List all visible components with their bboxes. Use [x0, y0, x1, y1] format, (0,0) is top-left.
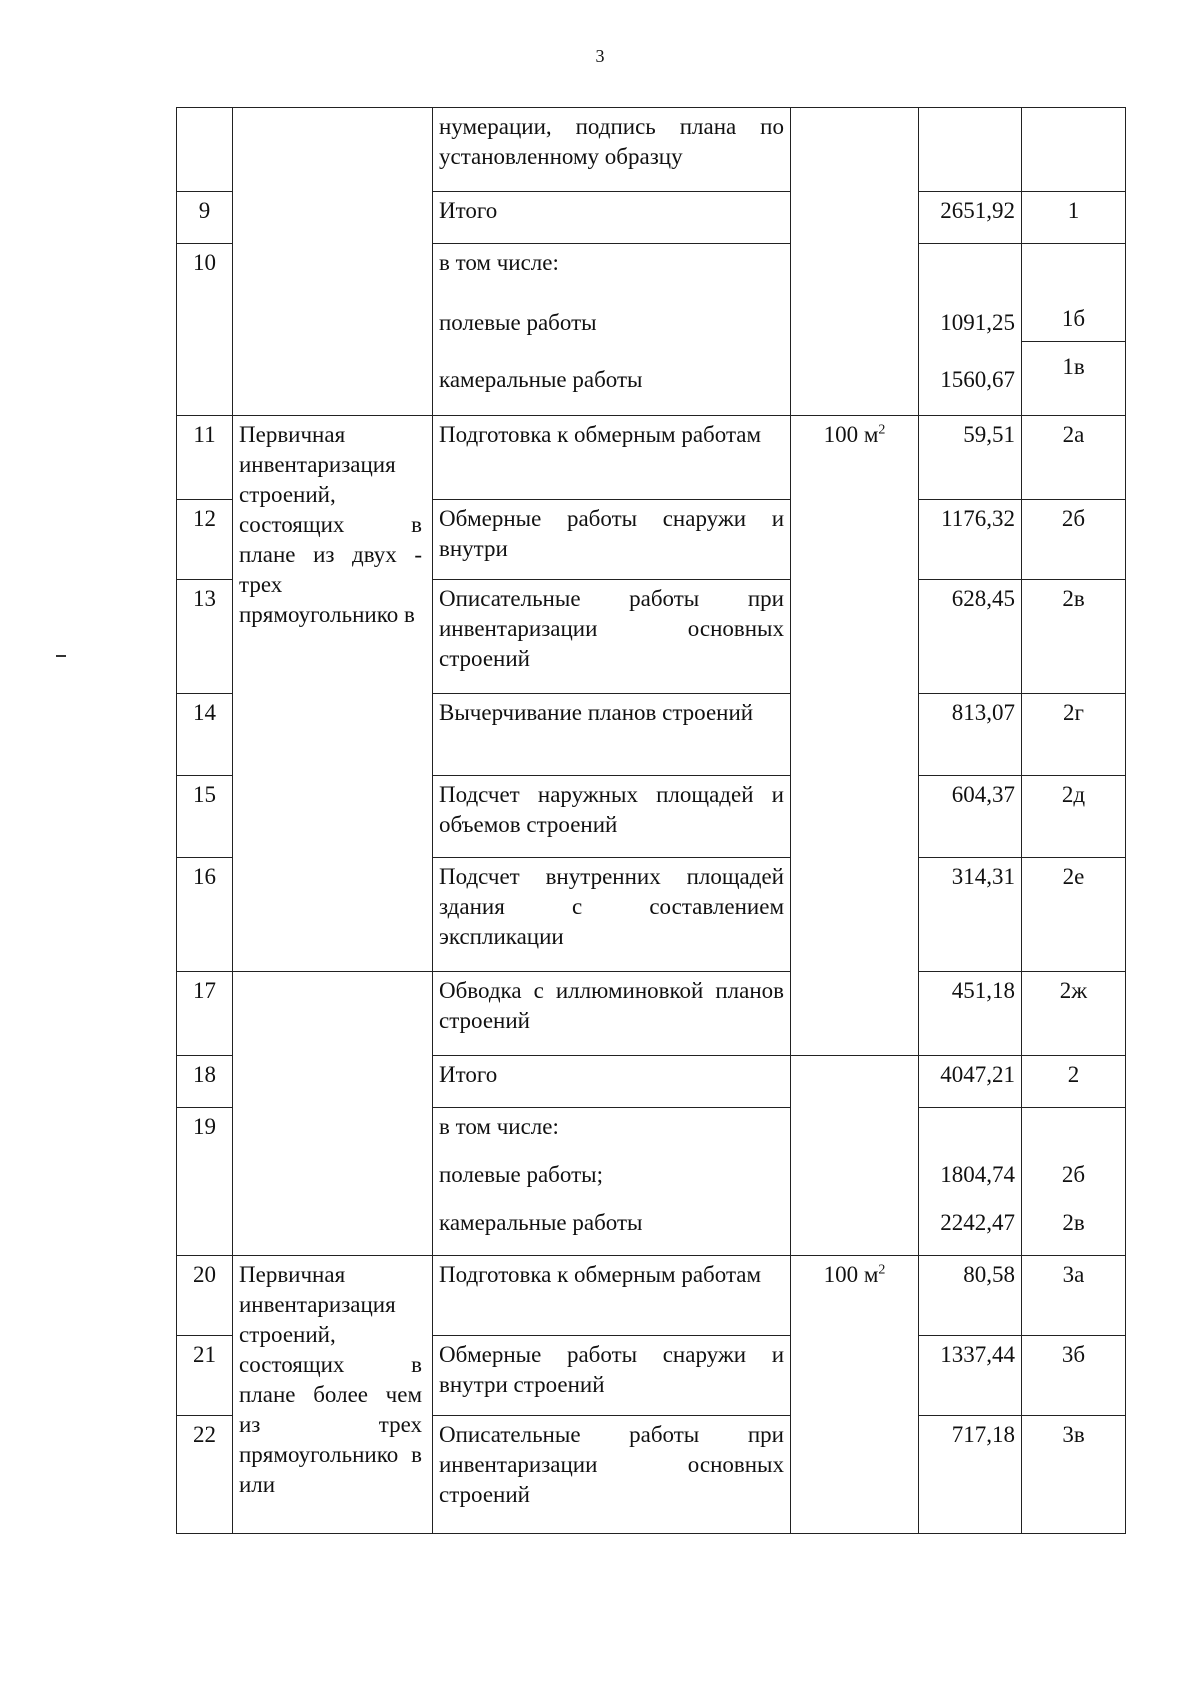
work-name [433, 244, 791, 416]
sub-item-value: 1804,74 [940, 1162, 1015, 1187]
work-name: Подсчет наружных площадей и объемов строений [433, 776, 791, 858]
row-number: 15 [177, 776, 233, 858]
price-value: 80,58 [919, 1256, 1022, 1336]
code-value: 2ж [1022, 972, 1126, 1056]
row-number: 19 [177, 1108, 233, 1256]
price-value: 1176,32 [919, 500, 1022, 580]
sub-item-name: полевые работы [439, 310, 597, 335]
unit-cell [791, 416, 919, 1056]
price-value [919, 244, 1022, 416]
code-value: 1 [1022, 192, 1126, 244]
work-name: Обмерные работы снаружи и внутри строений [433, 1336, 791, 1416]
price-value: 59,51 [919, 416, 1022, 500]
work-name: нумерации, подпись плана по установленному образцу [433, 108, 791, 192]
code-value: 2 [1022, 1056, 1126, 1108]
code-value [1022, 1108, 1126, 1256]
unit-cell [791, 1056, 919, 1256]
work-name: Обводка с иллюминовкой планов строений [433, 972, 791, 1056]
code-value: 3б [1022, 1336, 1126, 1416]
group-cell [233, 972, 433, 1256]
row-number: 16 [177, 858, 233, 972]
row-number: 10 [177, 244, 233, 416]
price-value: 4047,21 [919, 1056, 1022, 1108]
table-row [177, 972, 1126, 1056]
row-number [177, 108, 233, 192]
unit-superscript: 2 [878, 422, 886, 438]
sub-item-value: 2242,47 [940, 1210, 1015, 1235]
sub-item-name: камеральные работы [439, 1210, 643, 1235]
unit-label: 100 м [823, 422, 879, 447]
group-label: Первичная инвентаризация строений, состоящих в плане из двух - трех прямоугольнико в [233, 416, 433, 972]
code-value: 2а [1022, 416, 1126, 500]
price-value: 2651,92 [919, 192, 1022, 244]
price-value: 717,18 [919, 1416, 1022, 1534]
code-value: 2д [1022, 776, 1126, 858]
code-value: 2б [1022, 500, 1126, 580]
sub-item-name: полевые работы; [439, 1162, 603, 1187]
subtotal-label: в том числе: [439, 250, 559, 275]
sub-item-name: камеральные работы [439, 367, 643, 392]
row-number: 12 [177, 500, 233, 580]
tariff-table [176, 107, 1126, 1534]
sub-item-value: 1091,25 [940, 310, 1015, 335]
code-value: 2в [1022, 580, 1126, 694]
row-number: 11 [177, 416, 233, 500]
price-value [919, 108, 1022, 192]
sub-item-value: 1560,67 [940, 367, 1015, 392]
work-name [433, 1108, 791, 1256]
work-name: Итого [433, 1056, 791, 1108]
row-number: 18 [177, 1056, 233, 1108]
unit-cell [791, 1256, 919, 1534]
row-number: 14 [177, 694, 233, 776]
code-value [1022, 244, 1126, 416]
row-number: 22 [177, 1416, 233, 1534]
code-value: 2е [1022, 858, 1126, 972]
group-cell [233, 108, 433, 416]
page-number: 3 [595, 46, 605, 66]
work-name: Подсчет внутренних площадей здания с составлением экспликации [433, 858, 791, 972]
row-number: 9 [177, 192, 233, 244]
work-name: Вычерчивание планов строений [433, 694, 791, 776]
row-number: 21 [177, 1336, 233, 1416]
sub-item-code: 1б [1022, 244, 1125, 342]
row-number: 17 [177, 972, 233, 1056]
price-value: 813,07 [919, 694, 1022, 776]
price-value: 628,45 [919, 580, 1022, 694]
code-value: 3а [1022, 1256, 1126, 1336]
sub-item-code: 2в [1062, 1210, 1085, 1235]
unit-label: 100 м [823, 1262, 879, 1287]
work-name: Описательные работы при инвентаризации основных строений [433, 580, 791, 694]
margin-mark [56, 655, 66, 657]
sub-item-code: 2б [1061, 1162, 1086, 1187]
table-row [177, 1256, 1126, 1336]
row-number: 13 [177, 580, 233, 694]
work-name: Итого [433, 192, 791, 244]
group-label: Первичная инвентаризация строений, состоящих в плане более чем из трех прямоугольнико в или [233, 1256, 433, 1534]
unit-superscript: 2 [878, 1262, 886, 1278]
work-name: Подготовка к обмерным работам [433, 416, 791, 500]
subtotal-label: в том числе: [439, 1114, 559, 1139]
work-name: Обмерные работы снаружи и внутри [433, 500, 791, 580]
sub-item-code: 1в [1062, 354, 1085, 379]
row-number: 20 [177, 1256, 233, 1336]
price-value [919, 1108, 1022, 1256]
work-name: Подготовка к обмерным работам [433, 1256, 791, 1336]
code-value: 2г [1022, 694, 1126, 776]
table-row [177, 108, 1126, 192]
price-value: 451,18 [919, 972, 1022, 1056]
price-value: 1337,44 [919, 1336, 1022, 1416]
code-value: 3в [1022, 1416, 1126, 1534]
work-name: Описательные работы при инвентаризации основных строений [433, 1416, 791, 1534]
table-row [177, 416, 1126, 500]
price-value: 604,37 [919, 776, 1022, 858]
price-value: 314,31 [919, 858, 1022, 972]
code-value [1022, 108, 1126, 192]
unit-cell [791, 108, 919, 416]
